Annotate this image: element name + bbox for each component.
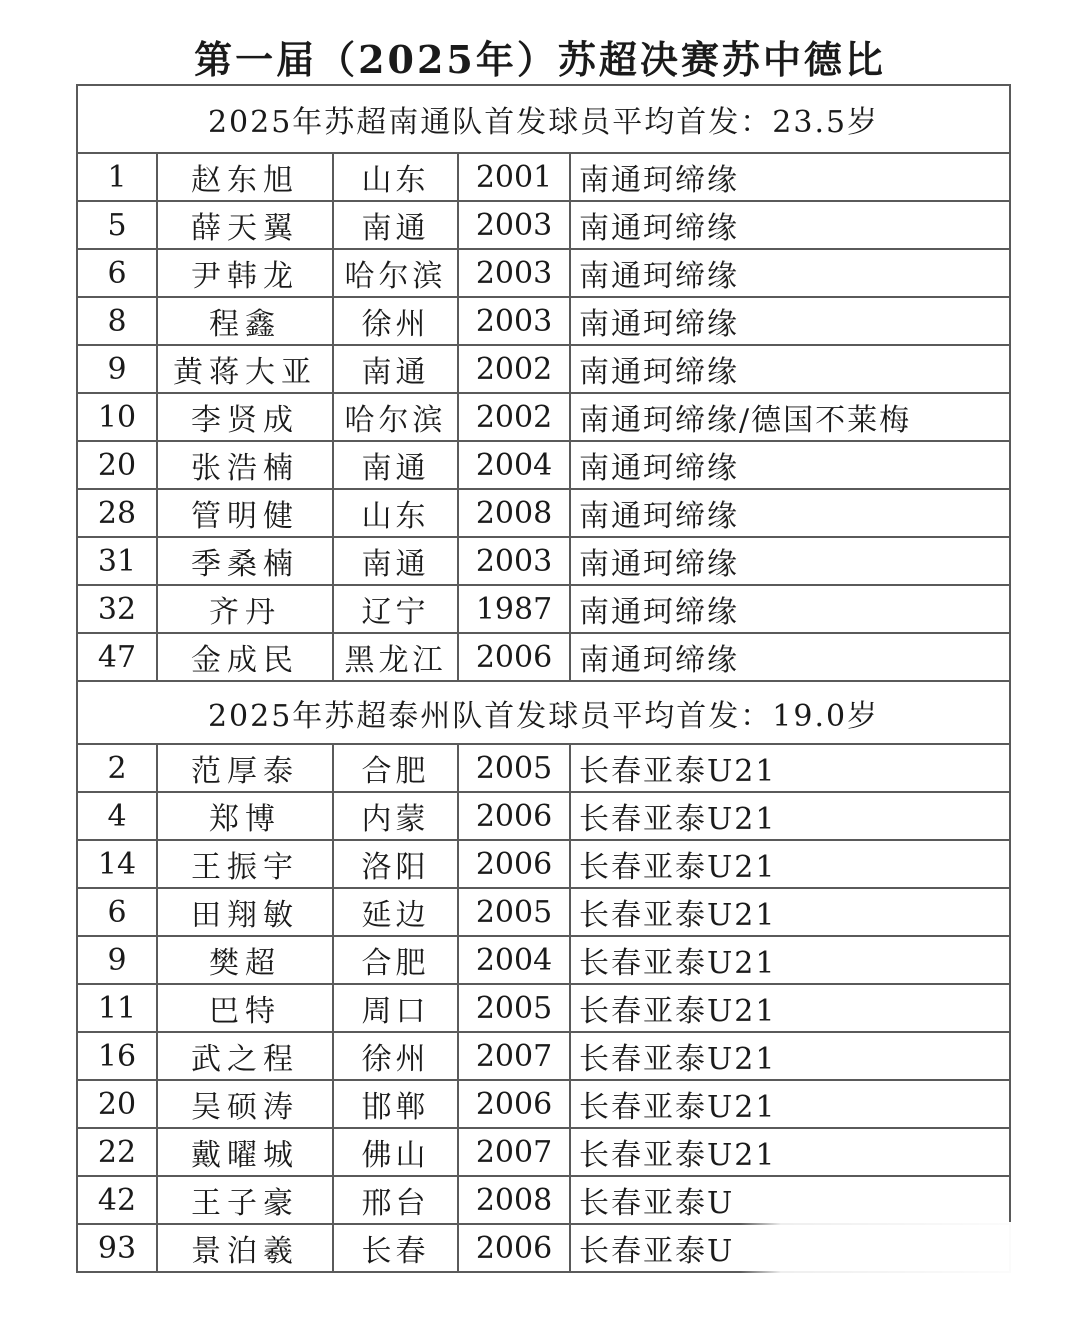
- jersey-number-cell: 9: [77, 345, 157, 393]
- table-row: [77, 441, 1010, 489]
- birth-year-cell: 2008: [458, 1176, 570, 1224]
- jersey-number-cell: 20: [77, 441, 157, 489]
- jersey-number-cell: 42: [77, 1176, 157, 1224]
- hometown-cell: 合肥: [333, 744, 458, 792]
- player-name-cell: 戴曜城: [157, 1128, 333, 1176]
- hometown-cell: 周口: [333, 984, 458, 1032]
- team-average-age-heading: 2025年苏超泰州队首发球员平均首发：19.0岁: [77, 681, 1010, 744]
- club-cell: 长春亚泰U: [570, 1176, 1010, 1224]
- player-name-cell: 季桑楠: [157, 537, 333, 585]
- hometown-cell: 徐州: [333, 1032, 458, 1080]
- birth-year-cell: 2006: [458, 633, 570, 681]
- birth-year-cell: 2002: [458, 345, 570, 393]
- player-name-cell: 景泊羲: [157, 1224, 333, 1272]
- hometown-cell: 邯郸: [333, 1080, 458, 1128]
- club-cell: 长春亚泰U21: [570, 984, 1010, 1032]
- jersey-number-cell: 8: [77, 297, 157, 345]
- birth-year-cell: 2003: [458, 201, 570, 249]
- hometown-cell: 山东: [333, 489, 458, 537]
- player-name-cell: 樊超: [157, 936, 333, 984]
- birth-year-cell: 2006: [458, 1224, 570, 1272]
- jersey-number-cell: 10: [77, 393, 157, 441]
- table-row: [77, 1080, 1010, 1128]
- hometown-cell: 山东: [333, 153, 458, 201]
- birth-year-cell: 2007: [458, 1032, 570, 1080]
- hometown-cell: 洛阳: [333, 840, 458, 888]
- table-row: [77, 1032, 1010, 1080]
- table-row: [77, 633, 1010, 681]
- club-cell: 长春亚泰U: [570, 1224, 1010, 1272]
- birth-year-cell: 2006: [458, 1080, 570, 1128]
- table-row: [77, 792, 1010, 840]
- club-cell: 南通珂缔缘: [570, 249, 1010, 297]
- club-cell: 长春亚泰U21: [570, 792, 1010, 840]
- jersey-number-cell: 1: [77, 153, 157, 201]
- hometown-cell: 佛山: [333, 1128, 458, 1176]
- club-cell: 长春亚泰U21: [570, 1128, 1010, 1176]
- table-row: [77, 984, 1010, 1032]
- club-cell: 长春亚泰U21: [570, 1032, 1010, 1080]
- hometown-cell: 合肥: [333, 936, 458, 984]
- club-cell: 南通珂缔缘: [570, 585, 1010, 633]
- player-name-cell: 武之程: [157, 1032, 333, 1080]
- birth-year-cell: 1987: [458, 585, 570, 633]
- birth-year-cell: 2001: [458, 153, 570, 201]
- jersey-number-cell: 14: [77, 840, 157, 888]
- hometown-cell: 内蒙: [333, 792, 458, 840]
- hometown-cell: 徐州: [333, 297, 458, 345]
- table-row: [77, 1176, 1010, 1224]
- birth-year-cell: 2006: [458, 792, 570, 840]
- player-name-cell: 李贤成: [157, 393, 333, 441]
- table-row: [77, 1224, 1010, 1272]
- jersey-number-cell: 2: [77, 744, 157, 792]
- player-name-cell: 齐丹: [157, 585, 333, 633]
- birth-year-cell: 2004: [458, 936, 570, 984]
- jersey-number-cell: 28: [77, 489, 157, 537]
- hometown-cell: 南通: [333, 441, 458, 489]
- jersey-number-cell: 32: [77, 585, 157, 633]
- table-row: [77, 345, 1010, 393]
- player-name-cell: 黄蒋大亚: [157, 345, 333, 393]
- birth-year-cell: 2005: [458, 888, 570, 936]
- club-cell: 南通珂缔缘/德国不莱梅: [570, 393, 1010, 441]
- table-row: [77, 888, 1010, 936]
- club-cell: 长春亚泰U21: [570, 936, 1010, 984]
- player-name-cell: 郑博: [157, 792, 333, 840]
- hometown-cell: 辽宁: [333, 585, 458, 633]
- club-cell: 南通珂缔缘: [570, 489, 1010, 537]
- jersey-number-cell: 9: [77, 936, 157, 984]
- player-name-cell: 程鑫: [157, 297, 333, 345]
- table-row: [77, 585, 1010, 633]
- team-section-header: [77, 85, 1010, 153]
- jersey-number-cell: 16: [77, 1032, 157, 1080]
- player-name-cell: 薛天翼: [157, 201, 333, 249]
- table-row: [77, 840, 1010, 888]
- club-cell: 南通珂缔缘: [570, 537, 1010, 585]
- jersey-number-cell: 93: [77, 1224, 157, 1272]
- hometown-cell: 邢台: [333, 1176, 458, 1224]
- player-name-cell: 王子豪: [157, 1176, 333, 1224]
- hometown-cell: 哈尔滨: [333, 249, 458, 297]
- player-name-cell: 金成民: [157, 633, 333, 681]
- player-name-cell: 张浩楠: [157, 441, 333, 489]
- player-name-cell: 范厚泰: [157, 744, 333, 792]
- player-name-cell: 田翔敏: [157, 888, 333, 936]
- jersey-number-cell: 6: [77, 888, 157, 936]
- page-title: 第一届（2025年）苏超决赛苏中德比: [194, 37, 886, 82]
- table-row: [77, 537, 1010, 585]
- player-name-cell: 吴硕涛: [157, 1080, 333, 1128]
- hometown-cell: 延边: [333, 888, 458, 936]
- table-row: [77, 489, 1010, 537]
- hometown-cell: 南通: [333, 201, 458, 249]
- table-row: [77, 249, 1010, 297]
- jersey-number-cell: 4: [77, 792, 157, 840]
- hometown-cell: 黑龙江: [333, 633, 458, 681]
- club-cell: 南通珂缔缘: [570, 297, 1010, 345]
- jersey-number-cell: 22: [77, 1128, 157, 1176]
- player-name-cell: 王振宇: [157, 840, 333, 888]
- jersey-number-cell: 31: [77, 537, 157, 585]
- hometown-cell: 哈尔滨: [333, 393, 458, 441]
- roster-table: [76, 84, 1011, 1273]
- hometown-cell: 南通: [333, 537, 458, 585]
- birth-year-cell: 2003: [458, 249, 570, 297]
- table-row: [77, 201, 1010, 249]
- club-cell: 长春亚泰U21: [570, 744, 1010, 792]
- jersey-number-cell: 11: [77, 984, 157, 1032]
- table-row: [77, 744, 1010, 792]
- club-cell: 南通珂缔缘: [570, 201, 1010, 249]
- jersey-number-cell: 20: [77, 1080, 157, 1128]
- hometown-cell: 长春: [333, 1224, 458, 1272]
- table-row: [77, 153, 1010, 201]
- jersey-number-cell: 5: [77, 201, 157, 249]
- club-cell: 长春亚泰U21: [570, 840, 1010, 888]
- birth-year-cell: 2008: [458, 489, 570, 537]
- club-cell: 南通珂缔缘: [570, 633, 1010, 681]
- birth-year-cell: 2006: [458, 840, 570, 888]
- team-section-header: [77, 681, 1010, 744]
- hometown-cell: 南通: [333, 345, 458, 393]
- birth-year-cell: 2005: [458, 744, 570, 792]
- birth-year-cell: 2002: [458, 393, 570, 441]
- club-cell: 长春亚泰U21: [570, 888, 1010, 936]
- birth-year-cell: 2007: [458, 1128, 570, 1176]
- team-average-age-heading: 2025年苏超南通队首发球员平均首发：23.5岁: [77, 85, 1010, 153]
- birth-year-cell: 2003: [458, 537, 570, 585]
- jersey-number-cell: 47: [77, 633, 157, 681]
- player-name-cell: 管明健: [157, 489, 333, 537]
- birth-year-cell: 2005: [458, 984, 570, 1032]
- player-name-cell: 赵东旭: [157, 153, 333, 201]
- table-row: [77, 936, 1010, 984]
- table-row: [77, 1128, 1010, 1176]
- jersey-number-cell: 6: [77, 249, 157, 297]
- birth-year-cell: 2004: [458, 441, 570, 489]
- club-cell: 南通珂缔缘: [570, 345, 1010, 393]
- club-cell: 南通珂缔缘: [570, 441, 1010, 489]
- table-row: [77, 393, 1010, 441]
- club-cell: 南通珂缔缘: [570, 153, 1010, 201]
- player-name-cell: 巴特: [157, 984, 333, 1032]
- birth-year-cell: 2003: [458, 297, 570, 345]
- table-row: [77, 297, 1010, 345]
- player-name-cell: 尹韩龙: [157, 249, 333, 297]
- club-cell: 长春亚泰U21: [570, 1080, 1010, 1128]
